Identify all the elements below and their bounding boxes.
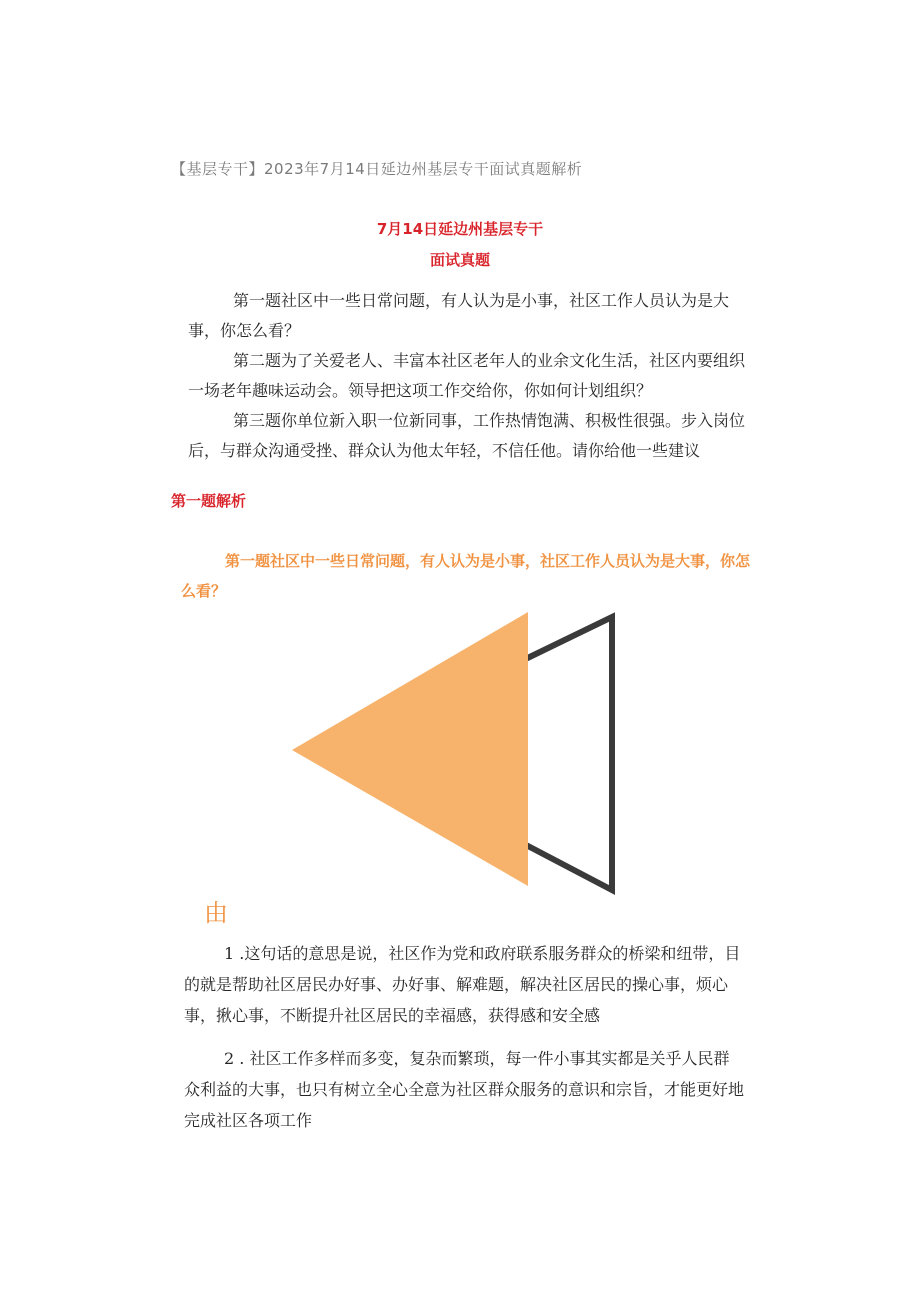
point-1-text: 1 .这句话的意思是说，社区作为党和政府联系服务群众的桥梁和纽带，目的就是帮助社区居民办好事、办好事、解难题，解决社区居民的操心事，烦心事，揪心事，不断提升社区居民的幸福感，获得感和安全感 <box>184 944 741 1025</box>
question-1-text: 第一题社区中一些日常问题，有人认为是小事，社区工作人员认为是大事，你怎么看？ <box>188 291 730 340</box>
reason-char: 由 <box>204 899 228 927</box>
orange-triangle <box>292 612 528 886</box>
heading-line-2: 面试真题 <box>429 251 490 269</box>
question-3-text: 第三题你单位新入职一位新同事，工作热情饱满、积极性很强。步入岗位后，与群众沟通受挫、群众认为他太年轻，不信任他。请你给他一些建议 <box>188 411 746 460</box>
section-question: 第一题社区中一些日常问题，有人认为是小事，社区工作人员认为是大事，你怎么看？ <box>181 552 751 600</box>
question-2-text: 第二题为了关爱老人、丰富本社区老年人的业余文化生活，社区内要组织一场老年趣味运动会。领导把这项工作交给你，你如何计划组织？ <box>188 351 746 400</box>
section-heading: 第一题解析 <box>171 492 247 510</box>
point-2-text: 2 . 社区工作多样而多变，复杂而繁琐，每一件小事其实都是关乎人民群众利益的大事，也只有树立全心全意为社区群众服务的意识和宗旨，才能更好地完成社区各项工作 <box>184 1049 745 1130</box>
document-title: 【基层专干】2023年7月14日延边州基层专干面试真题解析 <box>171 160 583 178</box>
heading-line-1: 7月14日延边州基层专干 <box>376 220 544 238</box>
